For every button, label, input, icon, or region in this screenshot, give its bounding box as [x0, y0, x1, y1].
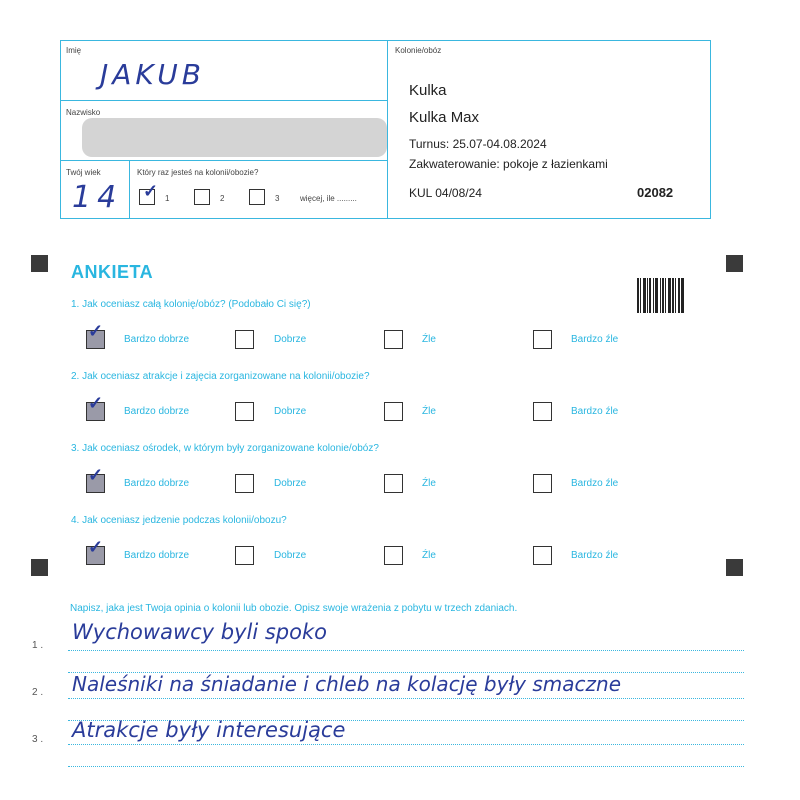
- q2-option-dobrze[interactable]: [235, 402, 254, 421]
- q3-option-bardzo-zle[interactable]: [533, 474, 552, 493]
- registration-marker: [726, 559, 743, 576]
- question-3: 3. Jak oceniasz ośrodek, w którym były zorganizowane kolonie/obóz?: [71, 443, 379, 454]
- header-divider: [387, 40, 388, 219]
- q3-option-dobrze[interactable]: [235, 474, 254, 493]
- q3-option-zle[interactable]: [384, 474, 403, 493]
- visit-checkbox-2[interactable]: [194, 189, 210, 205]
- name-label: Imię: [66, 46, 82, 55]
- q1-option-zle[interactable]: [384, 330, 403, 349]
- option-label: Bardzo źle: [571, 478, 619, 489]
- option-label: Źle: [422, 478, 436, 489]
- registration-marker: [726, 255, 743, 272]
- header-divider: [60, 160, 387, 161]
- header-divider: [129, 160, 130, 219]
- check-mark-icon: ✓: [88, 393, 104, 413]
- check-mark-icon: ✓: [88, 537, 104, 557]
- option-label: Dobrze: [274, 334, 307, 345]
- question-4: 4. Jak oceniasz jedzenie podczas kolonii/obozu?: [71, 515, 287, 526]
- visit-option-label: 2: [220, 194, 225, 203]
- q2-option-zle[interactable]: [384, 402, 403, 421]
- option-label: Dobrze: [274, 406, 307, 417]
- option-label: Źle: [422, 334, 436, 345]
- visit-option-label: 1: [165, 194, 170, 203]
- camp-name: Kulka: [409, 82, 447, 99]
- visit-option-label: 3: [275, 194, 280, 203]
- survey-title: ANKIETA: [71, 262, 154, 282]
- line-number: 1 .: [32, 640, 44, 651]
- camp-code: KUL 04/08/24: [409, 186, 482, 200]
- option-label: Źle: [422, 550, 436, 561]
- visit-label: Który raz jesteś na kolonii/obozie?: [137, 168, 259, 177]
- q2-option-bardzo-zle[interactable]: [533, 402, 552, 421]
- opinion-prompt: Napisz, jaka jest Twoja opinia o kolonii lub obozie. Opisz swoje wrażenia z pobytu w trzech zdaniach.: [70, 603, 518, 614]
- camp-label: Kolonie/obóz: [395, 46, 442, 55]
- option-label: Źle: [422, 406, 436, 417]
- check-mark-icon: ✓: [143, 181, 159, 201]
- opinion-answer-3[interactable]: Atrakcje były interesujące: [72, 718, 346, 742]
- age-label: Twój wiek: [66, 168, 101, 177]
- check-mark-icon: ✓: [88, 321, 104, 341]
- writing-line: [68, 698, 744, 699]
- writing-line: [68, 744, 744, 745]
- option-label: Bardzo dobrze: [124, 478, 190, 489]
- surname-label: Nazwisko: [66, 108, 101, 117]
- option-label: Bardzo dobrze: [124, 334, 190, 345]
- opinion-answer-2[interactable]: Naleśniki na śniadanie i chleb na kolację były smaczne: [72, 672, 622, 696]
- option-label: Bardzo dobrze: [124, 406, 190, 417]
- accommodation-info: Zakwaterowanie: pokoje z łazienkami: [409, 157, 608, 171]
- question-2: 2. Jak oceniasz atrakcje i zajęcia zorganizowane na kolonii/obozie?: [71, 371, 370, 382]
- turnus-info: Turnus: 25.07-04.08.2024: [409, 137, 547, 151]
- option-label: Dobrze: [274, 550, 307, 561]
- q1-option-dobrze[interactable]: [235, 330, 254, 349]
- check-mark-icon: ✓: [88, 465, 104, 485]
- q4-option-dobrze[interactable]: [235, 546, 254, 565]
- option-label: Bardzo źle: [571, 550, 619, 561]
- q4-option-zle[interactable]: [384, 546, 403, 565]
- question-1: 1. Jak oceniasz całą kolonię/obóz? (Podobało Ci się?): [71, 299, 311, 310]
- q4-option-bardzo-zle[interactable]: [533, 546, 552, 565]
- writing-line: [68, 766, 744, 767]
- option-label: Bardzo źle: [571, 406, 619, 417]
- age-field[interactable]: 14: [72, 180, 123, 215]
- opinion-answer-1[interactable]: Wychowawcy byli spoko: [72, 620, 327, 644]
- line-number: 3 .: [32, 734, 44, 745]
- option-label: Bardzo dobrze: [124, 550, 190, 561]
- option-label: Dobrze: [274, 478, 307, 489]
- q1-option-bardzo-zle[interactable]: [533, 330, 552, 349]
- option-label: Bardzo źle: [571, 334, 619, 345]
- barcode-icon: [637, 278, 691, 313]
- writing-line: [68, 650, 744, 651]
- registration-marker: [31, 255, 48, 272]
- visit-more-label: więcej, ile .........: [300, 194, 357, 203]
- line-number: 2 .: [32, 687, 44, 698]
- visit-checkbox-3[interactable]: [249, 189, 265, 205]
- redacted-surname: [82, 118, 387, 157]
- registration-marker: [31, 559, 48, 576]
- form-number: 02082: [637, 185, 674, 200]
- camp-full-name: Kulka Max: [409, 109, 480, 126]
- name-field[interactable]: JAKUB: [100, 58, 205, 91]
- header-divider: [60, 100, 387, 101]
